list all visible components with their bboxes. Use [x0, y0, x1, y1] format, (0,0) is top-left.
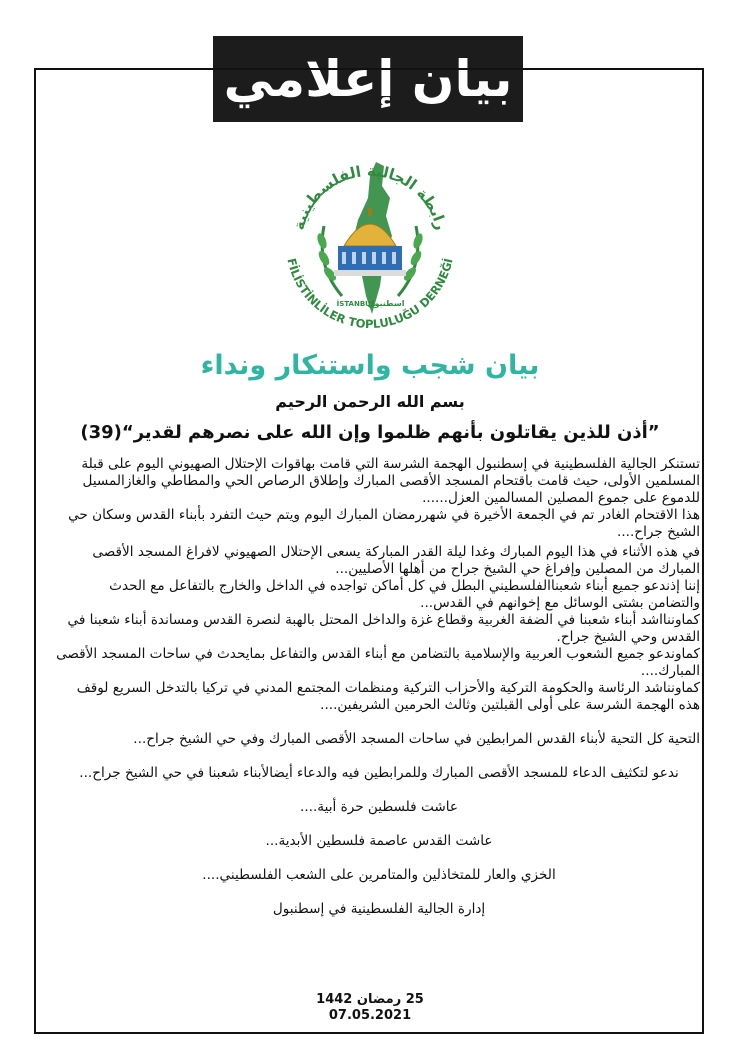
paragraph-raid: هذا الاقتحام الغادر تم في الجمعة الأخيرة في شهررمضان المبارك اليوم ويتم حيث التفرد بأبناء القدس وسكان حي الشيخ جراح....: [68, 507, 700, 540]
paragraph-call-people: إننا إذندعو جميع أبناء شعبناالفلسطيني البطل في كل أماكن تواجده في الداخل والخارج بالتفاعل مع الحدث والتضامن بشتى الوسائل مع إخوانهم في القدس...: [109, 578, 700, 611]
paragraph-laylat-alqadr: في هذه الأثناء في هذا اليوم المبارك وغدا ليلة القدر المباركة يسعى الإحتلال الصهيوني لافراغ المسجد الأقصى المبارك من المصلين وإفراغ حي الشيخ جراح من أهلها الأصليين...: [92, 544, 700, 577]
slogan-shame: الخزي والعار للمتخاذلين والمتامرين على الشعب الفلسطيني....: [202, 867, 556, 883]
paragraph-salute: التحية كل التحية لأبناء القدس المرابطين في ساحات المسجد الأقصى المبارك وفي حي الشيخ جراح...: [133, 731, 700, 747]
header-title: بيان إعلامي: [223, 50, 513, 108]
paragraph-call-arab-islamic: كماوندعو جميع الشعوب العربية والإسلامية بالتضامن مع أبناء القدس والتفاعل بمايحدث في ساحات المسجد الأقصى المبارك....: [56, 646, 700, 679]
statement-subtitle: بيان شجب واستنكار ونداء: [200, 350, 540, 381]
logo-turkish-arc: FİLİSTİNLİLER TOPLULUĞU DERNEĞİ: [284, 256, 456, 332]
slogan-palestine: عاشت فلسطين حرة أبية....: [300, 799, 458, 815]
date-gregorian: 07.05.2021: [328, 1008, 412, 1023]
paragraph-condemnation: تستنكر الجالية الفلسطينية في إسطنبول الهجمة الشرسة التي قامت بهاقوات الإحتلال الصهيوني اليوم على قبلة المسلمين الأولى، حيث قامت باقتحام المسجد الأقصى المبارك وإطلاق الرصاص الحي والمطاطي والغازالمسيل للدموع على جموع المصلين المسالمين العزل......: [81, 456, 700, 506]
logo-city-ar: اسطنبول: [367, 299, 405, 308]
slogan-jerusalem: عاشت القدس عاصمة فلسطين الأبدية...: [265, 833, 493, 849]
association-logo: [272, 146, 468, 342]
logo-arabic-arc: رابطة الجالية الفلسطينية: [289, 161, 451, 232]
statement-body: [56, 456, 702, 918]
paragraph-call-turkey: كماونناشد الرئاسة والحكومة التركية والأحزاب التركية ومنظمات المجتمع المدني في تركيا بالتدخل السريع لوقف هذه الهجمة الشرسة على أولى القبلتين وثالث الحرمين الشريفين....: [76, 680, 700, 713]
statement-date: [40, 992, 700, 1024]
logo-city-tr: İSTANBUL: [336, 300, 376, 308]
signature: إدارة الجالية الفلسطينية في إسطنبول: [272, 901, 486, 917]
quran-verse: ”أذن للذين يقاتلون بأنهم ظلموا وإن الله على نصرهم لقدير“(39): [80, 422, 660, 443]
paragraph-dua: ندعو لتكثيف الدعاء للمسجد الأقصى المبارك وللمرابطين فيه والدعاء أيضالأبناء شعبنا في حي الشيخ جراح...: [79, 765, 679, 781]
date-hijri: 25 رمضان 1442: [316, 992, 424, 1007]
paragraph-call-westbank-gaza: كماوننااشد أبناء شعبنا في الضفة الغربية وقطاع غزة والداخل المحتل بالهبة لنصرة القدس ومساندة أبناء شعبنا في القدس وحي الشيخ جراح.: [67, 612, 700, 645]
basmala: بسم الله الرحمن الرحيم: [275, 392, 465, 411]
